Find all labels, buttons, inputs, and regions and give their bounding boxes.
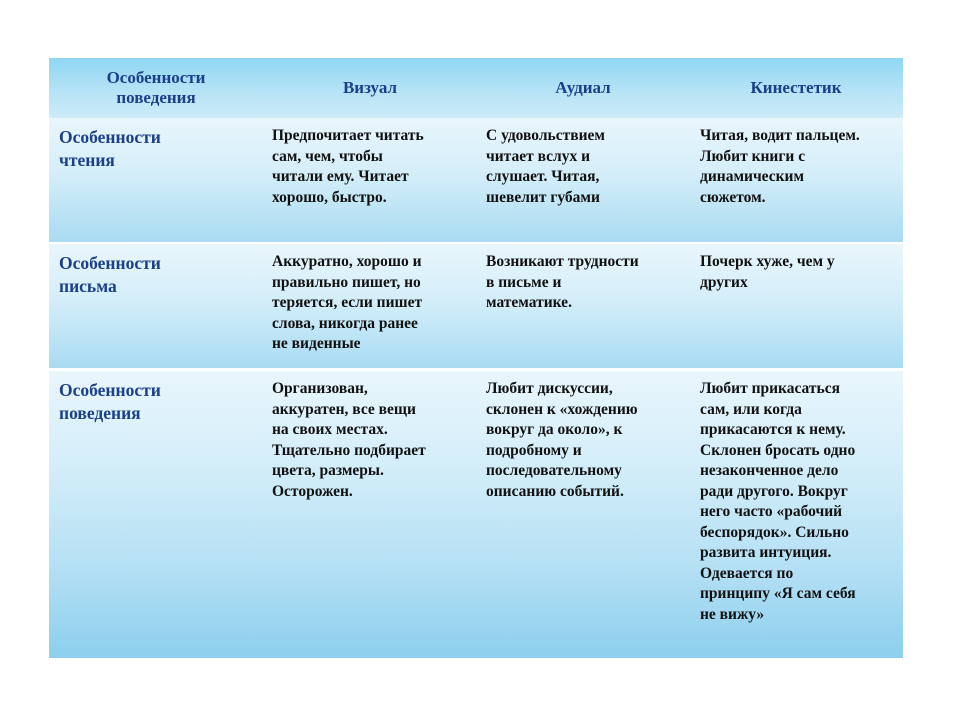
cell-text-line: Любит книги с (700, 147, 806, 165)
header-cell-behavior (49, 58, 263, 118)
cell-text-line: Любит дискуссии, (486, 380, 613, 397)
cell-text-line: не вижу» (700, 605, 765, 623)
cell-text-line: Организован, (272, 380, 368, 397)
visual-cell (263, 371, 477, 502)
cell-text-line: в письме и (486, 273, 562, 291)
kinesthetic-cell (689, 371, 903, 625)
table-row-reading (49, 118, 903, 242)
header-text: Визуал (342, 78, 398, 97)
audial-cell (477, 244, 689, 314)
cell-text-line: правильно пишет, но (272, 273, 421, 291)
header-text-line: поведения (116, 88, 196, 107)
cell-text-line: Аккуратно, хорошо и (272, 253, 422, 270)
cell-text-line: не виденные (272, 335, 361, 352)
cell-text-line: него часто «рабочий (700, 503, 843, 520)
cell-text-line: принципу «Я сам себя (700, 585, 856, 602)
cell-text-line: на своих местах. (272, 421, 388, 438)
cell-text-line: Предпочитает читать (272, 127, 424, 144)
visual-cell (263, 118, 477, 208)
table-row-writing (49, 244, 903, 368)
cell-text-line: других (700, 273, 748, 291)
table-header-row (49, 58, 903, 118)
cell-text-line: теряется, если пишет (272, 294, 423, 311)
visual-cell (263, 244, 477, 355)
cell-text-line: Возникают трудности (486, 253, 639, 270)
row-label-line: письма (59, 276, 117, 296)
row-label-line: Особенности (59, 380, 161, 400)
header-cell-kinesthetic (689, 58, 903, 118)
audial-cell (477, 371, 689, 502)
cell-text-line: С удовольствием (486, 127, 605, 144)
cell-text-line: шевелит губами (486, 188, 600, 206)
cell-text-line: прикасаются к нему. (700, 421, 846, 438)
cell-text-line: читает вслух и (486, 147, 591, 165)
cell-text-line: сам, чем, чтобы (272, 147, 383, 165)
cell-text-line: цвета, размеры. (272, 462, 384, 479)
cell-text-line: сюжетом. (700, 188, 766, 206)
row-label-cell (49, 371, 263, 425)
cell-text-line: Склонен бросать одно (700, 441, 856, 459)
cell-text-line: динамическим (700, 168, 805, 185)
cell-text-line: склонен к «хождению (486, 400, 638, 418)
cell-text-line: аккуратен, все вещи (272, 400, 416, 418)
kinesthetic-cell (689, 244, 903, 293)
cell-text-line: хорошо, быстро. (272, 188, 387, 206)
row-label-line: поведения (59, 403, 141, 423)
row-label-cell (49, 244, 263, 298)
cell-text-line: Любит прикасаться (700, 380, 840, 397)
cell-text-line: описанию событий. (486, 482, 624, 500)
cell-text-line: подробному и (486, 441, 582, 459)
cell-text-line: читали ему. Читает (272, 168, 409, 185)
cell-text-line: беспорядок». Сильно (700, 523, 849, 541)
cell-text-line: слова, никогда ранее (272, 314, 418, 332)
cell-text-line: вокруг да около», к (486, 421, 623, 438)
cell-text-line: Читая, водит пальцем. (700, 127, 860, 144)
audial-cell (477, 118, 689, 208)
cell-text-line: математике. (486, 294, 572, 311)
comparison-table (49, 58, 903, 658)
cell-text-line: Почерк хуже, чем у (700, 253, 835, 270)
row-label-line: чтения (59, 150, 115, 170)
row-label-cell (49, 118, 263, 172)
header-text: Аудиал (555, 78, 611, 97)
cell-text-line: слушает. Читая, (486, 168, 600, 185)
cell-text-line: Осторожен. (272, 482, 353, 500)
cell-text-line: развита интуиция. (700, 544, 832, 561)
cell-text-line: незаконченное дело (700, 462, 839, 479)
cell-text-line: последовательному (486, 462, 622, 479)
cell-text-line: ради другого. Вокруг (700, 482, 848, 500)
cell-text-line: Одевается по (700, 564, 794, 582)
row-label-line: Особенности (59, 253, 161, 273)
header-cell-audial (477, 58, 689, 118)
cell-text-line: сам, или когда (700, 400, 802, 418)
header-cell-visual (263, 58, 477, 118)
cell-text-line: Тщательно подбирает (272, 441, 426, 459)
header-text-line: Особенности (106, 68, 206, 87)
row-label-line: Особенности (59, 127, 161, 147)
kinesthetic-cell (689, 118, 903, 208)
header-text: Кинестетик (750, 78, 842, 97)
table-row-behavior (49, 371, 903, 658)
